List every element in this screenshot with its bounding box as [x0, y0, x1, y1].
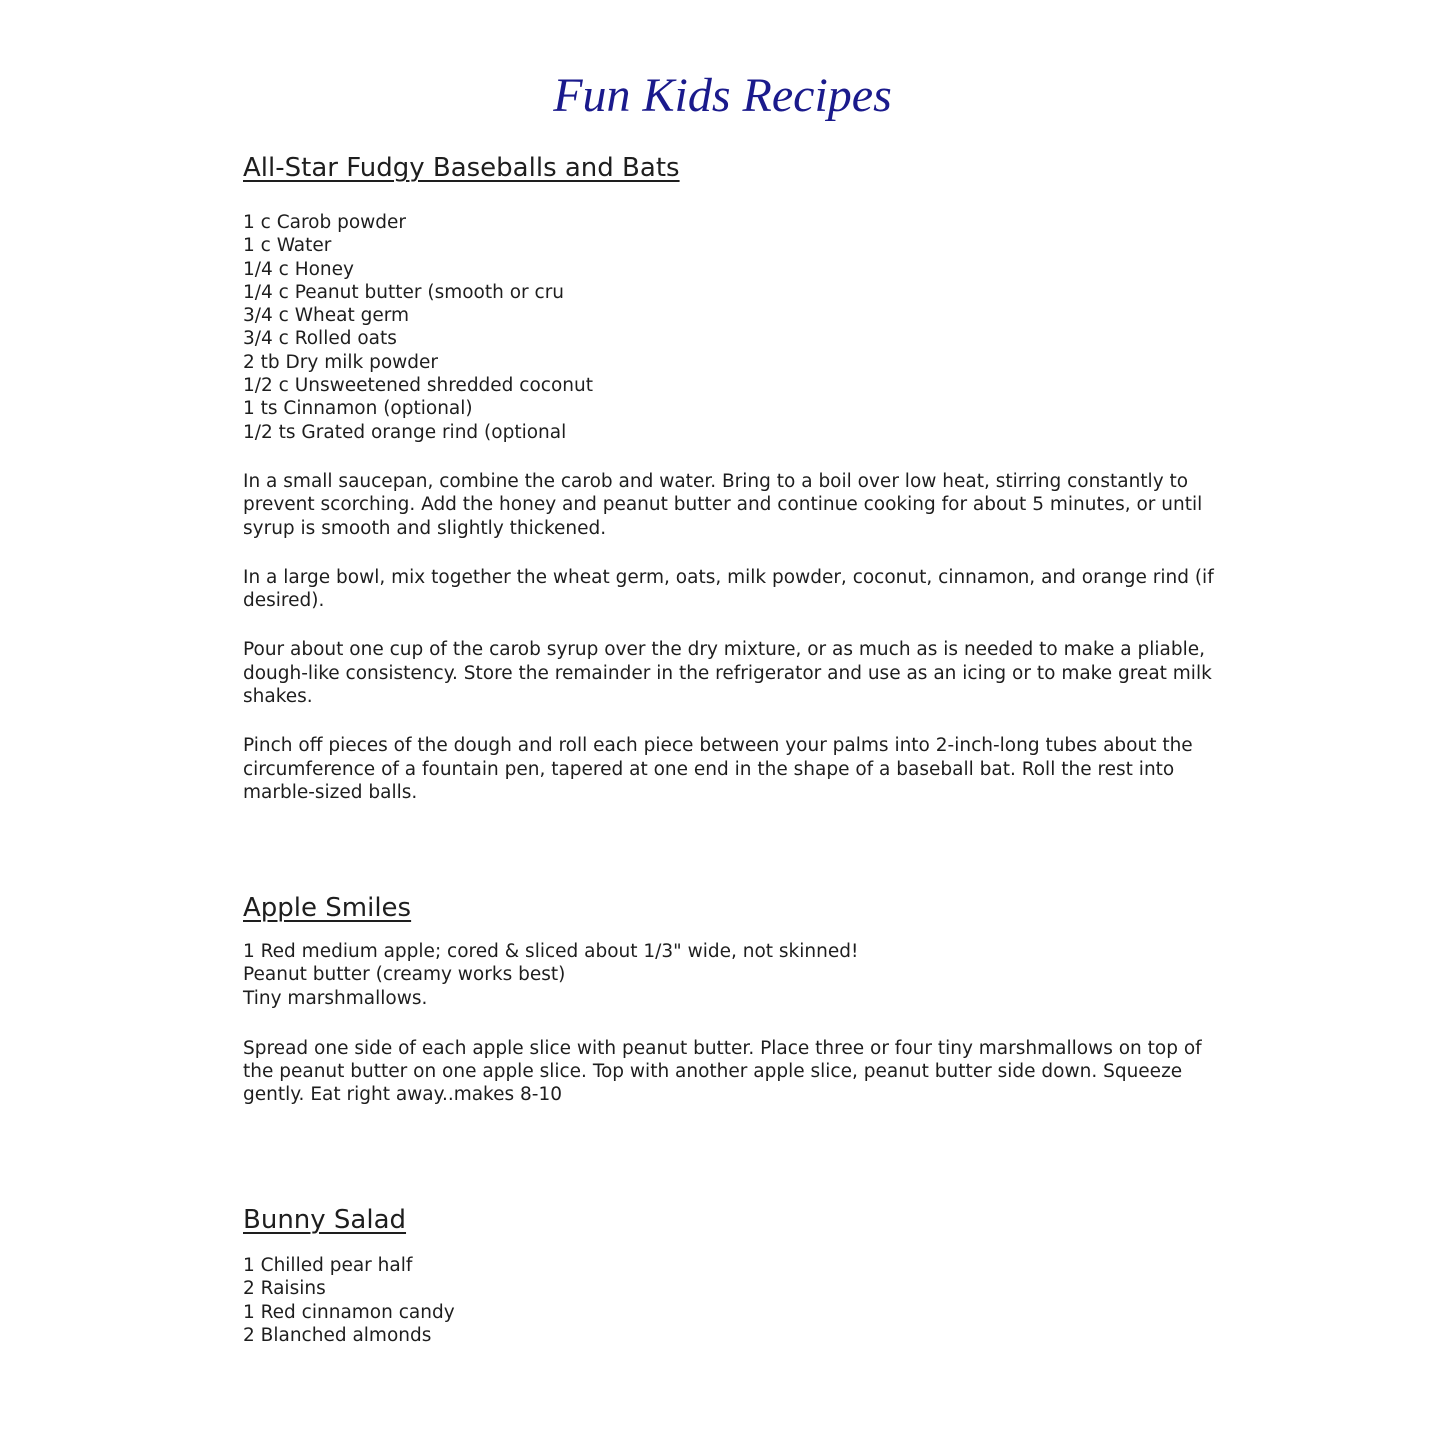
- recipe-all-star-fudgy-baseballs: [243, 150, 1218, 830]
- ingredient-item: 1 Red cinnamon candy: [243, 1301, 455, 1323]
- ingredient-item: 1/4 c Honey: [243, 258, 354, 280]
- instruction-paragraph: In a small saucepan, combine the carob and water. Bring to a boil over low heat, stirring constantly to prevent scorching. Add the honey and peanut butter and continue cooking for about 5 minutes, or until syrup is smooth and slightly thickened.: [243, 470, 1203, 539]
- recipe-bunny-salad: [243, 1202, 1218, 1347]
- ingredient-item: 2 Raisins: [243, 1278, 326, 1300]
- ingredient-item: Tiny marshmallows.: [243, 987, 428, 1009]
- ingredient-item: 1 ts Cinnamon (optional): [243, 398, 473, 420]
- ingredient-item: 2 Blanched almonds: [243, 1324, 432, 1346]
- ingredient-item: 1/2 c Unsweetened shredded coconut: [243, 375, 593, 397]
- ingredient-list: [243, 211, 1218, 444]
- ingredient-item: 1/2 ts Grated orange rind (optional: [243, 421, 567, 443]
- ingredient-list: [243, 940, 1218, 1010]
- ingredient-item: 3/4 c Wheat germ: [243, 305, 410, 327]
- ingredient-item: 1 c Carob powder: [243, 212, 407, 233]
- document-title: Fun Kids Recipes: [553, 69, 892, 122]
- instruction-paragraph: In a large bowl, mix together the wheat germ, oats, milk powder, coconut, cinnamon, and orange rind (if desired).: [243, 566, 1214, 612]
- recipe-apple-smiles: [243, 890, 1218, 1107]
- ingredient-item: 1 Chilled pear half: [243, 1255, 413, 1276]
- instruction-paragraph: Pinch off pieces of the dough and roll each piece between your palms into 2-inch-long tubes about the circumference of a fountain pen, tapered at one end in the shape of a baseball bat. Roll the rest into marble-sized balls.: [243, 735, 1193, 803]
- ingredient-item: 2 tb Dry milk powder: [243, 351, 439, 373]
- ingredient-list: [243, 1254, 1218, 1347]
- recipe-title: All-Star Fudgy Baseballs and Bats: [243, 153, 680, 183]
- ingredient-item: 1 c Water: [243, 235, 332, 257]
- ingredient-item: Peanut butter (creamy works best): [243, 964, 566, 986]
- recipe-title: Apple Smiles: [243, 893, 412, 923]
- recipe-title: Bunny Salad: [243, 1205, 407, 1235]
- instruction-paragraph: Spread one side of each apple slice with peanut butter. Place three or four tiny marshmallows on top of the peanut butter on one apple slice. Top with another apple slice, peanut butter side down. Squeeze gently. Eat right away..makes 8-10: [243, 1037, 1202, 1106]
- instruction-paragraph: Pour about one cup of the carob syrup over the dry mixture, or as much as is needed to make a pliable, dough-like consistency. Store the remainder in the refrigerator and use as an icing or to make great milk shakes.: [243, 639, 1212, 708]
- ingredient-item: 1 Red medium apple; cored & sliced about 1/3" wide, not skinned!: [243, 941, 859, 962]
- ingredient-item: 1/4 c Peanut butter (smooth or cru: [243, 281, 565, 303]
- ingredient-item: 3/4 c Rolled oats: [243, 328, 397, 350]
